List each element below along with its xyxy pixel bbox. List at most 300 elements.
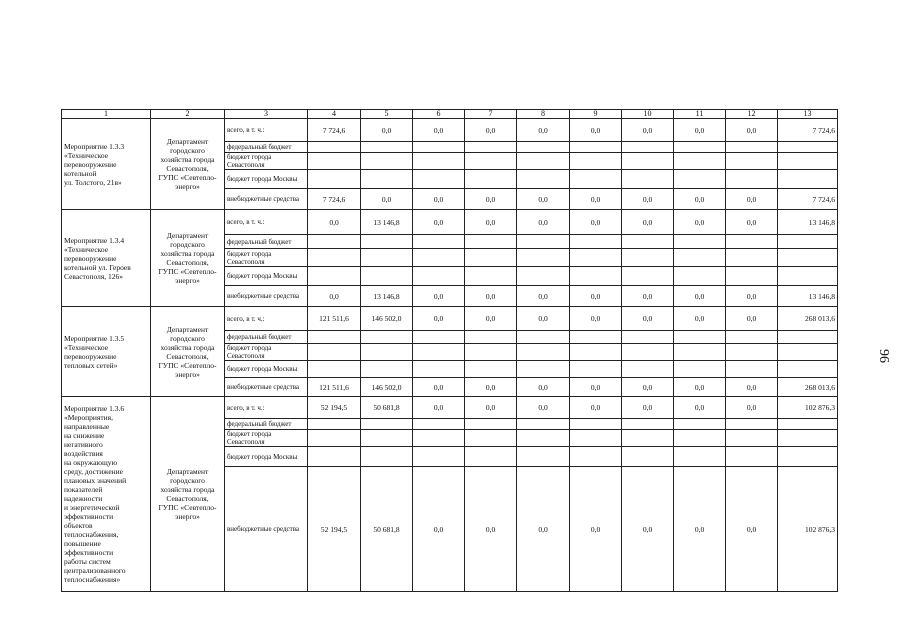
responsible-department — [151, 210, 225, 307]
value-cell: 52 194,5 — [308, 467, 361, 592]
value-cell — [517, 447, 570, 467]
value-cell — [465, 331, 517, 344]
value-cell — [308, 430, 361, 447]
value-cell — [361, 153, 413, 170]
measure-title — [62, 307, 151, 397]
page-number: 96 — [876, 349, 891, 363]
value-cell: 0,0 — [570, 210, 622, 235]
value-cell — [674, 142, 726, 153]
value-cell — [570, 249, 622, 267]
funding-source: всего, в т. ч.: — [225, 210, 308, 235]
value-cell: 0,0 — [517, 119, 570, 142]
value-cell — [622, 267, 674, 286]
value-cell — [308, 142, 361, 153]
value-cell — [674, 331, 726, 344]
department-line: энерго» — [175, 512, 200, 521]
value-cell: 0,0 — [517, 189, 570, 210]
measure-title-line: на снижение — [64, 431, 105, 440]
value-cell — [674, 267, 726, 286]
measure-title-line: плановых значений — [64, 476, 127, 485]
measure-title-line: Севастополя, 126» — [64, 271, 124, 281]
value-cell — [674, 361, 726, 378]
value-cell — [674, 430, 726, 447]
value-cell — [570, 419, 622, 430]
value-cell — [622, 447, 674, 467]
table-row — [62, 307, 838, 331]
value-cell: 0,0 — [413, 119, 465, 142]
value-cell — [308, 153, 361, 170]
department-line: ГУПС «Севтепло- — [158, 503, 217, 512]
value-cell — [726, 153, 778, 170]
value-cell: 0,0 — [726, 210, 778, 235]
value-cell: 0,0 — [726, 286, 778, 307]
total-value-cell — [778, 447, 838, 467]
responsible-department — [151, 397, 225, 592]
value-cell: 0,0 — [517, 397, 570, 419]
total-value-cell: 268 013,6 — [778, 307, 838, 331]
value-cell: 0,0 — [622, 189, 674, 210]
value-cell — [674, 235, 726, 249]
value-cell — [465, 267, 517, 286]
value-cell — [465, 361, 517, 378]
measure-title-line: негативного — [64, 440, 103, 449]
value-cell — [465, 344, 517, 361]
column-header-7: 7 — [465, 110, 517, 119]
value-cell — [726, 430, 778, 447]
value-cell: 0,0 — [622, 119, 674, 142]
value-cell — [308, 447, 361, 467]
column-header-8: 8 — [517, 110, 570, 119]
measure-title — [62, 210, 151, 307]
value-cell: 0,0 — [674, 397, 726, 419]
total-value-cell — [778, 430, 838, 447]
value-cell — [622, 419, 674, 430]
department-line: хозяйства города — [160, 155, 215, 164]
value-cell — [517, 430, 570, 447]
column-header-12: 12 — [726, 110, 778, 119]
value-cell — [726, 447, 778, 467]
value-cell — [726, 249, 778, 267]
measure-title-line: направленные — [64, 422, 110, 431]
department-line: Севастополя, — [166, 164, 209, 173]
column-header-11: 11 — [674, 110, 726, 119]
value-cell — [570, 430, 622, 447]
measure-title-line: Мероприятие 1.3.6 — [64, 404, 125, 413]
value-cell — [726, 331, 778, 344]
value-cell — [570, 267, 622, 286]
total-value-cell — [778, 344, 838, 361]
value-cell: 0,0 — [674, 467, 726, 592]
value-cell — [308, 344, 361, 361]
value-cell — [726, 344, 778, 361]
measure-title-line: среду, достижение — [64, 467, 124, 476]
value-cell — [465, 170, 517, 189]
value-cell: 0,0 — [726, 189, 778, 210]
measure-title-line: Мероприятие 1.3.4 — [64, 235, 125, 245]
total-value-cell: 13 146,8 — [778, 210, 838, 235]
value-cell: 0,0 — [570, 397, 622, 419]
budget-table — [61, 109, 838, 592]
value-cell — [622, 170, 674, 189]
value-cell — [622, 153, 674, 170]
measure-title-line: «Техническое — [64, 150, 109, 160]
total-value-cell: 102 876,3 — [778, 467, 838, 592]
value-cell: 0,0 — [413, 189, 465, 210]
funding-source: федеральный бюджет — [225, 419, 308, 430]
value-cell: 0,0 — [726, 307, 778, 331]
value-cell — [726, 419, 778, 430]
value-cell — [517, 344, 570, 361]
measure-title-line: надежности — [64, 494, 103, 503]
value-cell — [570, 331, 622, 344]
total-value-cell — [778, 153, 838, 170]
funding-source: всего, в т. ч.: — [225, 397, 308, 419]
responsible-department — [151, 307, 225, 397]
value-cell: 13 146,8 — [361, 210, 413, 235]
value-cell — [413, 235, 465, 249]
value-cell: 0,0 — [465, 189, 517, 210]
measure-title-line: объектов — [64, 521, 93, 530]
total-value-cell — [778, 170, 838, 189]
value-cell — [622, 249, 674, 267]
value-cell: 0,0 — [622, 378, 674, 397]
value-cell: 0,0 — [465, 467, 517, 592]
value-cell: 121 511,6 — [308, 307, 361, 331]
total-value-cell — [778, 142, 838, 153]
value-cell — [361, 170, 413, 189]
value-cell: 0,0 — [674, 119, 726, 142]
department-line: хозяйства города — [160, 342, 215, 352]
value-cell: 0,0 — [517, 307, 570, 331]
value-cell: 50 681,8 — [361, 397, 413, 419]
measure-title-line: перевооружение — [64, 253, 117, 263]
funding-source: всего, в т. ч.: — [225, 307, 308, 331]
value-cell — [517, 142, 570, 153]
value-cell: 0,0 — [517, 210, 570, 235]
value-cell: 0,0 — [674, 189, 726, 210]
value-cell — [517, 331, 570, 344]
department-line: Севастополя, — [166, 351, 209, 361]
value-cell — [465, 447, 517, 467]
value-cell — [517, 361, 570, 378]
value-cell: 0,0 — [361, 119, 413, 142]
value-cell — [674, 170, 726, 189]
measure-title-line: Мероприятие 1.3.3 — [64, 141, 125, 151]
funding-source: федеральный бюджет — [225, 331, 308, 344]
department-line: Департамент — [166, 231, 209, 240]
value-cell — [622, 361, 674, 378]
funding-source: бюджет города Севастополя — [225, 344, 308, 361]
value-cell — [413, 344, 465, 361]
measure-title — [62, 397, 151, 592]
measure-title-line: теплоснабжения, — [64, 530, 119, 539]
measure-title-line: показателей — [64, 485, 103, 494]
value-cell: 0,0 — [361, 189, 413, 210]
table-row — [62, 119, 838, 142]
value-cell: 146 502,0 — [361, 378, 413, 397]
value-cell — [622, 235, 674, 249]
value-cell: 0,0 — [308, 210, 361, 235]
value-cell: 52 194,5 — [308, 397, 361, 419]
total-value-cell — [778, 361, 838, 378]
value-cell: 0,0 — [413, 210, 465, 235]
department-line: Севастополя, — [166, 494, 209, 503]
total-value-cell: 7 724,6 — [778, 119, 838, 142]
value-cell: 0,0 — [570, 467, 622, 592]
value-cell — [465, 430, 517, 447]
value-cell — [308, 235, 361, 249]
value-cell: 0,0 — [726, 378, 778, 397]
value-cell — [413, 153, 465, 170]
value-cell — [570, 344, 622, 361]
total-value-cell — [778, 249, 838, 267]
column-header-2: 2 — [151, 110, 225, 119]
value-cell: 7 724,6 — [308, 189, 361, 210]
value-cell: 0,0 — [465, 307, 517, 331]
funding-source: бюджет города Севастополя — [225, 153, 308, 170]
department-line: городского — [170, 240, 205, 249]
department-line: Департамент — [166, 137, 209, 146]
value-cell — [622, 430, 674, 447]
value-cell: 0,0 — [570, 119, 622, 142]
department-line: городского — [170, 146, 205, 155]
value-cell — [413, 142, 465, 153]
funding-source: федеральный бюджет — [225, 142, 308, 153]
department-line: хозяйства города — [160, 485, 215, 494]
value-cell: 0,0 — [726, 397, 778, 419]
funding-source: бюджет города Москвы — [225, 361, 308, 378]
value-cell — [308, 249, 361, 267]
department-line: городского — [170, 333, 205, 343]
value-cell — [361, 142, 413, 153]
department-line: энерго» — [175, 276, 200, 285]
value-cell — [465, 235, 517, 249]
value-cell — [674, 447, 726, 467]
value-cell — [308, 267, 361, 286]
column-header-1: 1 — [62, 110, 151, 119]
value-cell: 0,0 — [413, 467, 465, 592]
value-cell — [361, 430, 413, 447]
value-cell — [726, 235, 778, 249]
total-value-cell — [778, 267, 838, 286]
measure-title-line: перевооружение — [64, 159, 117, 169]
measure-title-line: «Техническое — [64, 342, 109, 352]
department-line: энерго» — [175, 182, 200, 191]
funding-source: внебюджетные средства — [225, 378, 308, 397]
value-cell — [361, 419, 413, 430]
value-cell — [361, 267, 413, 286]
value-cell — [413, 267, 465, 286]
funding-source: бюджет города Севастополя — [225, 430, 308, 447]
value-cell: 50 681,8 — [361, 467, 413, 592]
value-cell: 0,0 — [570, 286, 622, 307]
value-cell: 0,0 — [622, 286, 674, 307]
funding-source: бюджет города Москвы — [225, 267, 308, 286]
department-line: Департамент — [166, 324, 209, 334]
total-value-cell — [778, 331, 838, 344]
value-cell: 0,0 — [674, 307, 726, 331]
measure-title-line: перевооружение — [64, 351, 117, 361]
value-cell — [622, 344, 674, 361]
value-cell — [570, 235, 622, 249]
measure-title-line: работы систем — [64, 557, 111, 566]
measure-title-line: тепловых сетей» — [64, 360, 118, 370]
value-cell — [308, 170, 361, 189]
value-cell: 146 502,0 — [361, 307, 413, 331]
department-line: Департамент — [166, 467, 209, 476]
value-cell: 0,0 — [465, 119, 517, 142]
department-line: ГУПС «Севтепло- — [158, 360, 217, 370]
total-value-cell: 268 013,6 — [778, 378, 838, 397]
total-value-cell: 7 724,6 — [778, 189, 838, 210]
value-cell — [622, 142, 674, 153]
measure-title-line: и энергетической — [64, 503, 120, 512]
value-cell — [517, 267, 570, 286]
value-cell: 121 511,6 — [308, 378, 361, 397]
value-cell — [413, 249, 465, 267]
value-cell — [308, 419, 361, 430]
funding-source: внебюджетные средства — [225, 286, 308, 307]
value-cell: 0,0 — [517, 286, 570, 307]
value-cell: 0,0 — [622, 397, 674, 419]
value-cell: 0,0 — [413, 397, 465, 419]
value-cell — [517, 419, 570, 430]
value-cell — [465, 419, 517, 430]
value-cell: 7 724,6 — [308, 119, 361, 142]
value-cell — [726, 267, 778, 286]
total-value-cell — [778, 235, 838, 249]
measure-title — [62, 119, 151, 210]
funding-source: всего, в т. ч.: — [225, 119, 308, 142]
value-cell — [413, 170, 465, 189]
value-cell — [726, 170, 778, 189]
responsible-department — [151, 119, 225, 210]
value-cell — [413, 447, 465, 467]
value-cell — [726, 142, 778, 153]
column-header-6: 6 — [413, 110, 465, 119]
column-header-9: 9 — [570, 110, 622, 119]
measure-title-line: теплоснабжения» — [64, 575, 121, 584]
funding-source: внебюджетные средства — [225, 467, 308, 592]
value-cell — [517, 249, 570, 267]
department-line: городского — [170, 476, 205, 485]
measure-title-line: «Техническое — [64, 244, 109, 254]
value-cell: 0,0 — [570, 378, 622, 397]
measure-title-line: повышение — [64, 539, 101, 548]
value-cell: 0,0 — [622, 467, 674, 592]
value-cell — [361, 249, 413, 267]
value-cell: 0,0 — [308, 286, 361, 307]
funding-source: бюджет города Москвы — [225, 170, 308, 189]
measure-title-line: на окружающую — [64, 458, 118, 467]
column-header-5: 5 — [361, 110, 413, 119]
value-cell — [674, 249, 726, 267]
measure-title-line: ул. Толстого, 21в» — [64, 177, 122, 187]
department-line: Севастополя, — [166, 258, 209, 267]
value-cell — [570, 153, 622, 170]
value-cell — [517, 235, 570, 249]
value-cell — [570, 142, 622, 153]
value-cell: 0,0 — [726, 467, 778, 592]
funding-source: бюджет города Севастополя — [225, 249, 308, 267]
value-cell: 0,0 — [674, 286, 726, 307]
funding-source: федеральный бюджет — [225, 235, 308, 249]
department-line: хозяйства города — [160, 249, 215, 258]
value-cell: 0,0 — [517, 378, 570, 397]
total-value-cell: 102 876,3 — [778, 397, 838, 419]
value-cell — [361, 331, 413, 344]
measure-title-line: эффективности — [64, 548, 114, 557]
value-cell — [570, 361, 622, 378]
measure-title-line: котельной — [64, 168, 97, 178]
value-cell: 0,0 — [674, 210, 726, 235]
value-cell: 0,0 — [570, 189, 622, 210]
department-line: энерго» — [175, 369, 200, 379]
value-cell — [570, 447, 622, 467]
value-cell: 0,0 — [726, 119, 778, 142]
column-header-13: 13 — [778, 110, 838, 119]
department-line: ГУПС «Севтепло- — [158, 267, 217, 276]
value-cell: 0,0 — [622, 210, 674, 235]
table-row — [62, 397, 838, 419]
value-cell — [361, 361, 413, 378]
measure-title-line: централизованного — [64, 566, 126, 575]
value-cell: 0,0 — [413, 286, 465, 307]
value-cell — [413, 331, 465, 344]
value-cell — [413, 430, 465, 447]
value-cell — [726, 361, 778, 378]
measure-title-line: котельной ул. Героев — [64, 262, 131, 272]
measure-title-line: Мероприятие 1.3.5 — [64, 333, 125, 343]
value-cell: 0,0 — [570, 307, 622, 331]
measure-title-line: «Мероприятия, — [64, 413, 113, 422]
column-header-10: 10 — [622, 110, 674, 119]
value-cell: 13 146,8 — [361, 286, 413, 307]
total-value-cell: 13 146,8 — [778, 286, 838, 307]
column-header-3: 3 — [225, 110, 308, 119]
measure-title-line: эффективности — [64, 512, 114, 521]
header-row — [62, 110, 838, 119]
value-cell — [413, 361, 465, 378]
value-cell — [308, 331, 361, 344]
column-header-4: 4 — [308, 110, 361, 119]
value-cell — [361, 447, 413, 467]
value-cell: 0,0 — [465, 210, 517, 235]
value-cell: 0,0 — [465, 397, 517, 419]
measure-title-line: воздействия — [64, 449, 103, 458]
value-cell — [622, 331, 674, 344]
value-cell — [517, 170, 570, 189]
value-cell — [570, 170, 622, 189]
department-line: ГУПС «Севтепло- — [158, 173, 217, 182]
value-cell — [308, 361, 361, 378]
value-cell — [413, 419, 465, 430]
total-value-cell — [778, 419, 838, 430]
value-cell — [361, 344, 413, 361]
value-cell: 0,0 — [465, 286, 517, 307]
value-cell — [674, 419, 726, 430]
value-cell — [465, 153, 517, 170]
value-cell — [361, 235, 413, 249]
value-cell — [517, 153, 570, 170]
funding-source: внебюджетные средства — [225, 189, 308, 210]
funding-source: бюджет города Москвы — [225, 447, 308, 467]
value-cell — [674, 153, 726, 170]
value-cell: 0,0 — [465, 378, 517, 397]
value-cell — [465, 249, 517, 267]
value-cell: 0,0 — [517, 467, 570, 592]
value-cell: 0,0 — [622, 307, 674, 331]
